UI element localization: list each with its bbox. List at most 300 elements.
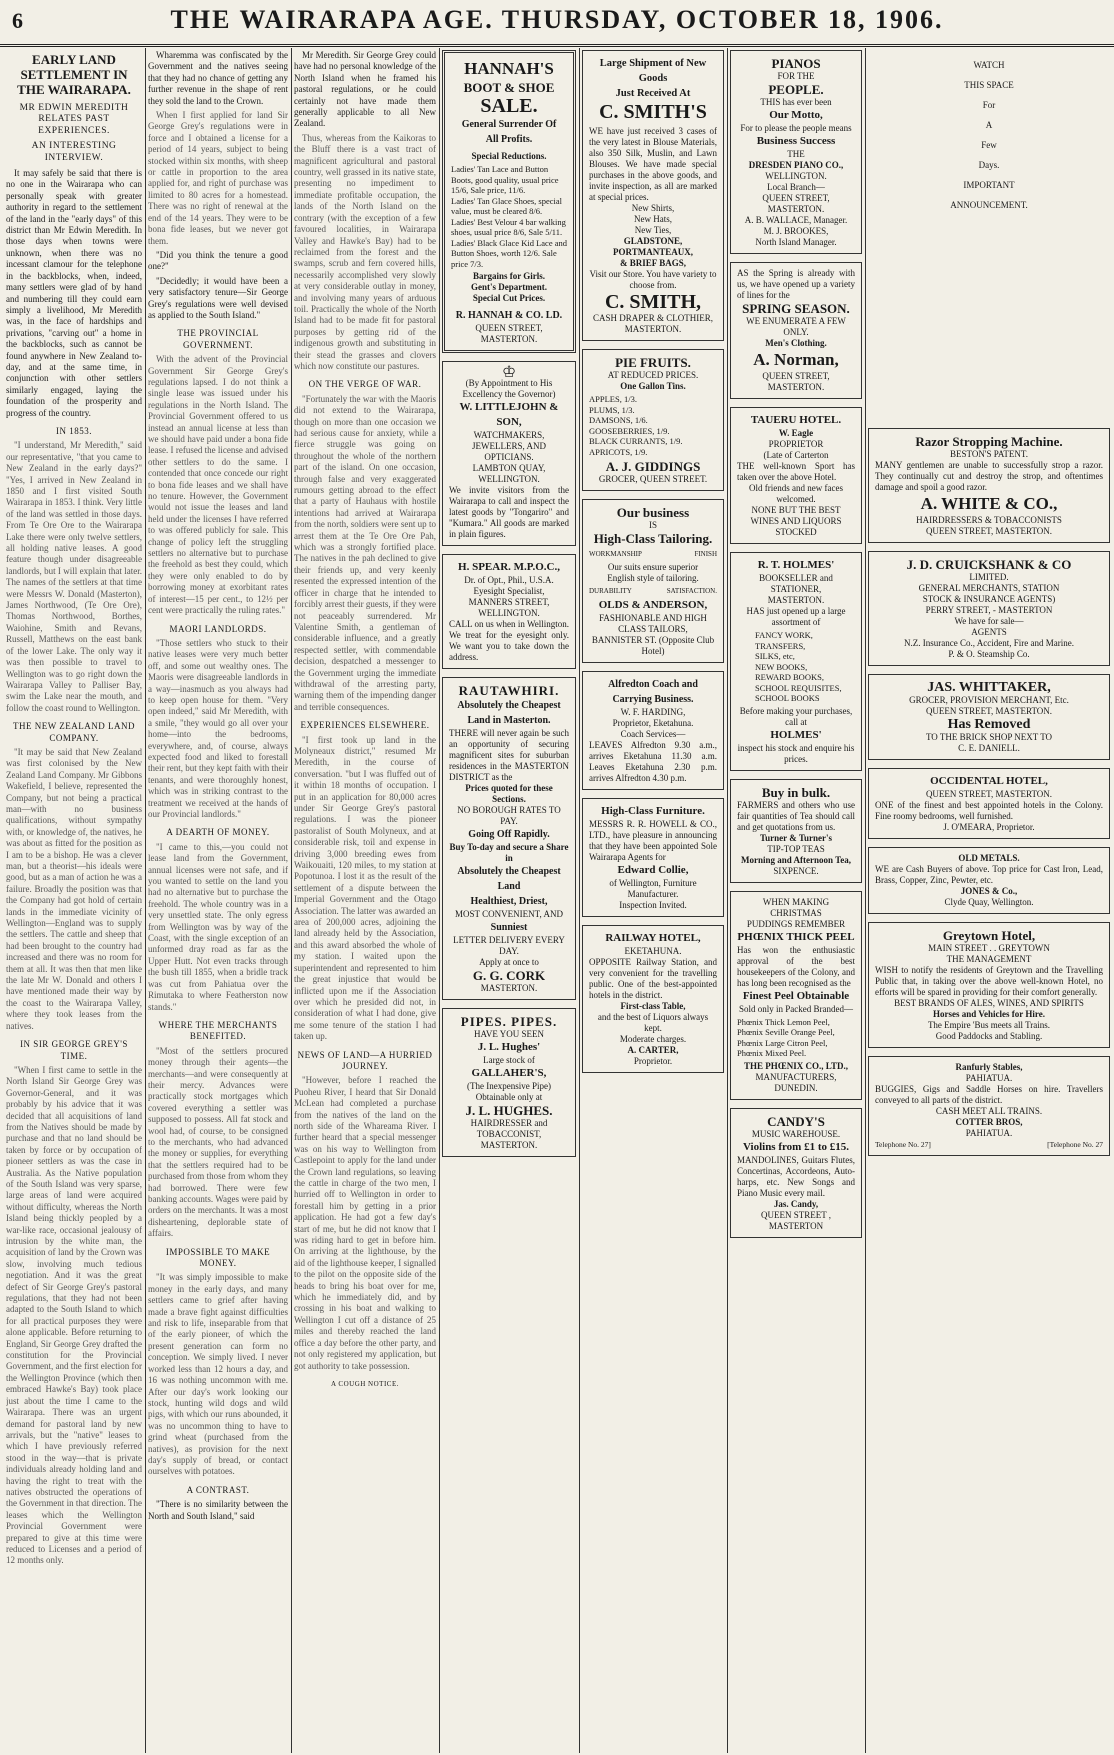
- ad-text: FOR THE: [777, 71, 815, 81]
- section-heading: THE PROVINCIAL GOVERNMENT.: [177, 328, 259, 350]
- column-rule: [439, 48, 440, 1753]
- hannah-items: [451, 164, 567, 269]
- pie-items: [589, 394, 717, 457]
- candy-ad: [730, 1108, 862, 1238]
- ad-subtitle: W. F. HARDING,: [620, 706, 686, 717]
- ad-title: J. L. HUGHES.: [465, 1103, 553, 1119]
- article-subhead: AN INTERESTING INTERVIEW.: [31, 141, 117, 163]
- ad-text: Obtainable only at: [475, 1092, 543, 1103]
- smith-ad: [582, 50, 724, 341]
- ad-subtitle: Finest Peel Obtainable: [742, 989, 850, 1002]
- ad-text: Telephone No. 27]: [875, 1140, 931, 1149]
- ad-title: TAUERU HOTEL.: [750, 414, 842, 426]
- ad-text: We invite visitors from the Wairarapa to call and inspect the latest goods by "Tongariro" and "Kumara." All goods are marked in plain figures.: [449, 485, 569, 540]
- ad-subtitle: BESTON'S PATENT.: [950, 449, 1028, 459]
- pianos-ad: [730, 50, 862, 254]
- ad-text: Good Paddocks and Stabling.: [935, 1031, 1043, 1041]
- ad-title: JAS. WHITTAKER,: [927, 680, 1051, 695]
- ad-text: C. E. DANIELL.: [958, 743, 1020, 753]
- ad-text: Moderate charges.: [619, 1033, 687, 1044]
- ad-text: Buy To-day and secure a Share in: [449, 842, 569, 864]
- article-paragraph: "Fortunately the war with the Maoris did not extend to the Wairarapa, though on more than one occasion we had serious cause for anxiety, while a fierce struggle was going on throughout the whole of the northern part of the island. On one occasion, through false and very exaggerated rumours getting abroad to the effect that a party of Hauhaus with hostile intentions had arrived at Wairarapa from the north, soldiers were sent up to arrest them at the Te Ore Ore Pah, which was a strongly fortified place. The natives in the pah declined to give their friends up, and very keenly resented the expressed intention of the officer in charge that he intended to forcibly arrest their guests, if they were not peaceably surrendered. Mr Valentine Smith, a gentleman of considerable influence, and a greatly respected settler, with commendable decision, despatched a messenger to the Government urging the immediate withdrawal of the arresting party, warning them of the impending danger and terrible consequences.: [294, 393, 436, 712]
- article-paragraph: "Most of the settlers procured money through their agents—the merchants—and were consequently at their mercy. Advances were practically stock mortgages which covered everything a settler was supposed to possess. All fat stock and wool had, of course, to be consigned to the merchants, who had advanced the money or supplies, for everything that the settlers required had to be purchased from those from whom they had borrowed. There were few banking accounts. Wages were paid by orders on the merchants. It was a most disheartening, deplorable state of affairs.: [148, 1045, 288, 1239]
- ad-text: DURABILITY: [589, 587, 632, 596]
- article-paragraph: It may safely be said that there is no one in the Wairarapa who can personally speak with greater authority in regard to the settlement of the land in the "early days" of this district than Mr Edwin Meredith. In those days when towns were unknown, when there was no incessant clamour for the telephone in the backblocks, when, indeed, many settlers were glad of by hand and numbering till they could earn simply a livelihood, Mr Meredith was, in the face of hardships and privations, "carving out" a home in the backblocks, such as cannot be found anywhere in New Zealand to-day, and at the same time, in conjunction with other settlers similarly engaged, laying the foundation of the prosperity and progress of the country.: [6, 168, 142, 418]
- ad-subtitle: Dr. of Opt., Phil., U.S.A.: [464, 575, 554, 586]
- holmes-ad: [730, 552, 862, 771]
- ad-subtitle: THE MANAGEMENT: [946, 954, 1032, 964]
- ad-address: BANNISTER ST. (Opposite Club Hotel): [591, 634, 715, 656]
- ad-address: MAIN STREET . . GREYTOWN: [928, 943, 1050, 953]
- ad-text: THE: [787, 149, 805, 159]
- ad-address: MANNERS STREET, WELLINGTON.: [468, 597, 550, 619]
- ad-address: QUEEN STREET, MASTERTON.: [925, 789, 1053, 799]
- hannah-ad: [442, 50, 576, 353]
- holmes-items: [737, 630, 855, 704]
- ad-text: and the best of Liquors always kept.: [597, 1011, 709, 1033]
- article-paragraph: "I understand, Mr Meredith," said our representative, "that you came to New Zealand in the early days?" "Yes, I arrived in New Zealand in 1850 and I first visited South Wairarapa in 1853. I think. Very little of the land was settled in those days. From Te Ore Ore to the Wairarapa Lake there were only twelve settlers, all holding native leases. A good feature though under disagreeable landlords, but I will explain that later. The names of the settlers at that time were Messrs W. Donald (Masterton), James Northwood, (Te Ore Ore), Thomas Northwood, Borthes, Waiohine, Smith and Revans, Russell, Matthews on the east bank of the lower Lake. The only way it was then possible to travel to Wellington was to go right down the Wairarapa Valley to Palliser Bay, swim the Lake near the mouth, and follow the coast round to Wellington.: [6, 440, 142, 713]
- ad-title: BOOT & SHOE: [463, 80, 555, 95]
- furniture-ad: [582, 798, 724, 917]
- pipes-ad: [442, 1008, 576, 1157]
- ad-title: RAILWAY HOTEL,: [605, 931, 701, 944]
- ad-text: P. & O. Steamship Co.: [948, 649, 1030, 659]
- ad-title: PIANOS: [771, 56, 821, 71]
- list-item: PORTMANTEAUX,: [613, 247, 693, 257]
- column-rule: [865, 48, 866, 1753]
- article-paragraph: "I first took up land in the Molyneaux district," resumed Mr Meredith, in the course of conversation. "but I was fluffed out of it within 18 months of occupation. I put in an application for 80,000 acres under Sir George Grey's pastoral regulations. I was the pioneer pastoralist of South Molyneux, and at considerable risk, toil and expense in driving 3,000 breeding ewes from Waikouaiti, 120 miles, to my station at Popotunoa. I lost it as the result of the settlement of a dispute between the Imperial Government and the Otago Association. The latter was awarded an area of 200,000 acres, adjoining the land already held by the Association, and this award absorbed the whole of my station. I waited upon the superintendent and represented to him the great injustice that would be inflicted upon me if the Association over which he presided did not, in consideration of what I had done, give me some tenure of the station I had taken up.: [294, 734, 436, 1042]
- ad-address: QUEEN STREET, MASTERTON.: [925, 526, 1053, 536]
- ad-subtitle: Our Motto,: [769, 109, 823, 121]
- ad-text: Our suits ensure superior English style of tailoring.: [607, 562, 699, 584]
- ad-subtitle: EKETAHUNA.: [624, 945, 682, 956]
- list-item: GLADSTONE,: [623, 236, 683, 246]
- ad-section: Special Reductions.: [471, 151, 547, 161]
- article-subhead: MR EDWIN MEREDITH RELATES PAST EXPERIENCES.: [19, 103, 129, 136]
- ad-title: Alfredton Coach and Carrying Business.: [608, 678, 698, 705]
- ad-text: WE have just received 3 cases of the very latest in Blouse Materials, also 350 Silk, Muslin, and Lawn Blouses. We have made special purchases in the above goods, and invite inspection, as all are marked at special prices.: [589, 126, 717, 202]
- ad-subtitle: Horses and Vehicles for Hire.: [933, 1009, 1045, 1019]
- newspaper-title: THE WAIRARAPA AGE. THURSDAY, OCTOBER 18, 1906.: [170, 5, 944, 34]
- ad-text: TIP-TOP TEAS: [767, 843, 825, 854]
- ad-text: THIS has ever been: [760, 97, 832, 107]
- ad-title: THE PHŒNIX CO., LTD.,: [744, 1060, 848, 1071]
- list-item: APRICOTS, 1/9.: [589, 446, 648, 457]
- ad-text: WORKMANSHIP: [589, 550, 642, 558]
- list-item: SILKS, etc,: [755, 651, 795, 661]
- ad-address: QUEEN STREET, MASTERTON.: [475, 323, 543, 344]
- column-rule: [727, 48, 728, 1753]
- littlejohn-ad: [442, 361, 576, 546]
- ad-text: Few: [981, 140, 997, 150]
- ad-title: J. D. CRUICKSHANK & CO: [906, 557, 1072, 572]
- column-rule: [145, 48, 146, 1753]
- ad-subtitle: Turner & Turner's: [759, 832, 833, 843]
- ad-title: OLDS & ANDERSON,: [598, 598, 708, 611]
- ad-subtitle: Violins from £1 to £15.: [742, 1140, 850, 1153]
- ad-text: [Telephone No. 27: [1047, 1140, 1103, 1149]
- ad-title: PEOPLE.: [768, 82, 824, 97]
- ad-title: Jas. Candy,: [773, 1198, 819, 1209]
- ad-text: LEAVES Alfredton 9.30 a.m., arrives Eketahuna 11.30 a.m. Leaves Eketahuna 2.30 p.m. arrives Alfredton 4.30 p.m.: [589, 739, 717, 783]
- ad-subtitle: General Surrender Of: [461, 119, 557, 130]
- list-item: Ladies' Tan Lace and Button Boots, good quality, usual price 15/6, Sale price, 11/6.: [451, 164, 559, 195]
- ad-subtitle: Just Received At: [615, 88, 691, 99]
- ad-text: We have for sale—: [954, 616, 1024, 626]
- ad-text: M. J. BROOKES,: [763, 226, 829, 236]
- list-item: Phœnix Large Citron Peel,: [737, 1037, 828, 1048]
- blank-space: [868, 228, 1110, 428]
- ad-text: LETTER DELIVERY EVERY DAY.: [453, 935, 565, 957]
- ad-subtitle: Sunniest: [490, 922, 528, 934]
- article-paragraph: With the advent of the Provincial Government Sir George Grey's regulations lapsed. I do not think a single lease was issued under his regulations in the North Island. The Provincial Government offered to us instead an annual license at less than we should have paid under a bona fide lease. I refused the license and advised other settlers to do the same. I contended that once concede our right to bona fide leases and we shall have no tenure. However, the Government would not issue the leases and land held under the licenses I have referred to was offered publicly for sale. This change of policy left the struggling settlers no alternative but to purchase the freehold as best they could, which they were only enabled to do by borrowing money at exorbitant rates of interest—15 per cent., to 12½ per cent were practically the ruling rates.": [148, 354, 288, 616]
- article-paragraph: "Decidedly; it would have been a very satisfactory tenure—Sir George Grey's regulations were well devised as applied to the South Island.": [148, 275, 288, 320]
- spear-ad: [442, 554, 576, 669]
- ads-column-6: [730, 50, 862, 1750]
- tea-ad: [730, 779, 862, 883]
- ad-title: Has Removed: [947, 717, 1031, 732]
- list-item: GOOSEBERRIES, 1/9.: [589, 425, 670, 436]
- spring-season-ad: [730, 262, 862, 399]
- ad-address: Clyde Quay, Wellington.: [944, 897, 1034, 907]
- railway-hotel-ad: [582, 925, 724, 1073]
- list-item: DAMSONS, 1/6.: [589, 415, 648, 425]
- ad-address: LAMBTON QUAY, WELLINGTON.: [472, 463, 546, 485]
- ad-title: Our business: [616, 505, 690, 520]
- ad-title: W. LITTLEJOHN & SON,: [459, 401, 559, 429]
- ad-text: BEST BRANDS OF ALES, WINES, AND SPIRITS: [894, 998, 1084, 1008]
- ad-text: N.Z. Insurance Co., Accident, Fire and Marine.: [904, 638, 1074, 648]
- masthead: [0, 0, 1114, 47]
- ad-title: SALE.: [480, 95, 538, 117]
- section-heading: IMPOSSIBLE TO MAKE MONEY.: [165, 1246, 271, 1269]
- ad-title: H. SPEAR. M.P.O.C.,: [458, 561, 560, 574]
- ad-title: CANDY'S: [767, 1113, 825, 1129]
- ad-text: J. O'MEARA, Proprietor.: [943, 822, 1035, 832]
- ad-address: MASTERTON.: [624, 324, 682, 334]
- ad-address: MASTERTON.: [480, 1140, 538, 1151]
- ad-title: G. G. CORK: [472, 968, 546, 984]
- ad-section: Special Cut Prices.: [472, 293, 546, 303]
- ad-text: Old friends and new faces welcomed.: [749, 483, 843, 504]
- ad-subtitle: Men's Clothing.: [765, 338, 827, 348]
- royal-crest-icon: ♔: [501, 364, 517, 381]
- ad-title: Buy in bulk.: [761, 784, 831, 800]
- list-item: Ladies' Best Velour 4 bar walking shoes, usual price 8/6, Sale 5/11.: [451, 216, 566, 237]
- ad-subtitle: HAIRDRESSER and TOBACCONIST,: [470, 1118, 548, 1140]
- list-item: Ladies' Tan Glace Shoes, special value, must be cleared 8/6.: [451, 195, 563, 216]
- olds-grid: [589, 549, 717, 560]
- ad-title: A. WHITE & CO.,: [920, 494, 1058, 513]
- ad-title: R. T. HOLMES': [757, 559, 835, 571]
- article-paragraph: "Those settlers who stuck to their native leases were very much better off, and some out wealthy ones. The Maoris were disagreeable landlords in a way—inasmuch as you always had to keep open house for them. "Very open indeed," said Mr Meredith, with a smile, "they would go all over your home—into the bedrooms, everywhere, and, of course, always expected food and liked to forestall their rent, but they kept faith with their tenants, and were thoroughly honest, which was in striking contrast to the treatment we received at the hands of our Provincial landlords.": [148, 637, 288, 819]
- ads-column-4: [442, 50, 576, 1750]
- ad-text: (The Inexpensive Pipe): [467, 1081, 551, 1092]
- ad-subtitle: Healthiest, Driest,: [470, 896, 548, 908]
- ad-subtitle: Absolutely the Cheapest Land in Masterton.: [457, 700, 561, 727]
- ad-text: WE are Cash Buyers of above. Top price for Cast Iron, Lead, Brass, Copper, Zinc, Pewter, etc.: [875, 864, 1103, 885]
- section-heading: MAORI LANDLORDS.: [169, 623, 267, 634]
- ad-subtitle: BOOKSELLER and STATIONER,: [759, 573, 833, 594]
- ad-text: MANDOLINES, Guitars Flutes, Concertinas, Accordeons, Auto-harps, etc. New Songs and Piano Music every mail.: [737, 1154, 855, 1198]
- olds-anderson-ad: [582, 499, 724, 663]
- ad-text: TO THE BRICK SHOP NEXT TO: [925, 732, 1053, 742]
- ad-text: MANY gentlemen are unable to successfully strop a razor. They continually cut and destroy the strop, and oftentimes damage and spoil a good razor.: [875, 460, 1103, 492]
- list-item: & BRIEF BAGS,: [620, 258, 686, 268]
- column-rule: [291, 48, 292, 1753]
- ad-address: MASTERTON.: [480, 983, 538, 994]
- ad-text: OPPOSITE Railway Station, and very convenient for the travelling public. One of the best-appointed hotels in the district.: [589, 956, 717, 1000]
- ad-title: PIPES. PIPES.: [460, 1014, 558, 1030]
- tauheru-hotel-ad: [730, 407, 862, 544]
- ad-text: of Wellington, Furniture Manufacturer.: [609, 877, 697, 899]
- article-paragraph: "I came to this,—you could not lease land from the Government, annual licenses were not safe, and if you wanted to settle on the land you had no alternative but to purchase the freehold. The whole country was in a very unsettled state. The only egress from Wellington was by way of the Coast, with the single exception of an unformed dray road as far as the Upper Hutt. Not even tracks through the bush till 1855, when a bridle track was cut from Pahiatua over the Rimutaka to where Featherston now stands.": [148, 841, 288, 1012]
- ad-subtitle: WATCHMAKERS, JEWELLERS, AND OPTICIANS.: [472, 430, 546, 463]
- ad-address: QUEEN STREET, MASTERTON.: [925, 706, 1053, 716]
- ad-text: NONE BUT THE BEST WINES AND LIQUORS STOCKED: [750, 505, 842, 537]
- rautawhiri-ad: [442, 677, 576, 1000]
- article-column-3: [294, 50, 436, 1750]
- ad-title: A. Norman,: [753, 350, 839, 369]
- ad-text: MOST CONVENIENT, AND: [455, 909, 563, 920]
- olds-grid: [589, 586, 717, 597]
- ad-title: SPRING SEASON.: [742, 301, 850, 316]
- telephone-row: [875, 1139, 1103, 1150]
- article-paragraph: "When I first came to settle in the North Island Sir George Grey was Governor-General, and it was probably by his advice that it was decided that all acquisitions of land from the Natives should be made by purchase and that no land should be taken by force or by occupation of pioneer settlers as was the case in Australia. As the Native population of the South Island was very sparse, large areas of land were acquired without difficulty, whereas the North Island being thickly peopled by a war-like race, occasional jealousy of intrusion by the white man, the acquisition of land by the Crown was slow, involving much tedious negotiation. And it was the great defect of Sir George Grey's pastoral regulations, that they had not been adapted to the South Island to which for all practical purposes they were alone applicable. Before returning to England, Sir George Grey drafted the constitution for the Provincial Government, and the first election for the Wellington Province (which then embraced Hawke's Bay) took place just about the time I came to the Wairarapa. There was an urgent demand for pastoral land by new arrivals, but the "native" leases to which I have previously referred stood in the way—that is private individuals already holding land and having the right to treat with the natives obstructed the operations of the Government in that direction. The leases which the Wellington Provincial Government were prepared to give at this time were reduced to Licenses and a period of 12 months only.: [6, 1064, 142, 1566]
- ad-subtitle: Absolutely the Cheapest Land: [457, 866, 561, 893]
- ad-title: C. SMITH,: [604, 291, 702, 313]
- ad-text: WHEN MAKING CHRISTMAS: [762, 896, 830, 918]
- ad-title: A. J. GIDDINGS: [605, 459, 701, 474]
- ad-text: PROPRIETOR: [768, 439, 824, 449]
- ads-column-7: [868, 50, 1110, 1750]
- list-item: Phœnix Thick Lemon Peel,: [737, 1016, 830, 1027]
- ad-subtitle: STOCK & INSURANCE AGENTS): [922, 594, 1056, 604]
- ad-subtitle: Large Shipment of New Goods: [599, 58, 707, 84]
- ad-address: PERRY STREET, - MASTERTON: [925, 605, 1053, 615]
- ad-text: Coach Services—: [620, 728, 686, 739]
- ad-subtitle: MUSIC WAREHOUSE.: [751, 1128, 841, 1139]
- ad-title: Ranfurly Stables,: [955, 1062, 1023, 1072]
- ad-title: OCCIDENTAL HOTEL,: [930, 775, 1048, 787]
- ad-text: Visit our Store. You have variety to choose from.: [589, 269, 717, 290]
- section-heading: IN 1853.: [56, 425, 92, 436]
- list-item: Ladies' Black Glace Kid Lace and Button Shoes, worth 12/6. Sale price 7/3.: [451, 237, 567, 269]
- article-paragraph: Thus, whereas from the Kaikoras to the Bluff there is a vast tract of magnificent agricultural and pastoral country, well grassed in its native state, presenting no impediment to immediate profitable occupation, the lands of the North Island on the contrary (with the exception of a few favoured localities, in Wairarapa Valley and Hawke's Bay) had to be reclaimed from the forest and the swamps, scrub and fern covered hills, necessarily accomplished very slowly at very considerable outlay in money, and involving many years of arduous toil. Practically the whole of the North Island had to be made fit for pastoral purposes by getting rid of the indigenous growth and substituting in their stead the grasses and clovers which now constitute our pastures.: [294, 132, 436, 371]
- list-item: TRANSFERS,: [755, 640, 806, 651]
- ad-text: HAS just opened up a large assortment of: [746, 606, 846, 627]
- ad-text: IMPORTANT: [963, 180, 1015, 190]
- occidental-hotel-ad: [868, 768, 1110, 839]
- article-paragraph: "It may be said that New Zealand was first colonised by the New Zealand Land Company. Mr Gibbons Wakefield, I believe, represented the Company, but not being a practical man—with no business qualifications, without sympathy with, or knowledge of, the natives, he was about as fitted for the position as I am to be a bishop. He was a clever man, but a theorist—his ideals were good, but as a man of action he was a failure. Broadly the position was that the Company had got hold of certain lands in the immediate vicinity of Wellington—England was to supply the settlers. The cattle and sheep that had been brought to the country had increased and there was no room for them at all. It was then that men like the late Mr W. Donald and others I have mentioned made their way by the coast to the Wairarapa Valley, where they took leases from the natives.: [6, 746, 142, 1031]
- ad-text: Prices quoted for these Sections.: [465, 783, 553, 805]
- ad-title: C. SMITH'S: [599, 101, 707, 123]
- ad-text: ONE of the finest and best appointed hotels in the Colony. Fine roomy bedrooms, well furnished.: [875, 800, 1103, 821]
- ad-subtitle: CASH DRAPER & CLOTHIER,: [592, 313, 713, 323]
- ad-subtitle: AT REDUCED PRICES.: [607, 370, 699, 380]
- ad-text: North Island Manager.: [755, 237, 837, 247]
- list-item: New Shirts,: [631, 203, 675, 213]
- page-number: 6: [12, 8, 23, 33]
- ad-text: LIMITED.: [969, 572, 1009, 582]
- ad-text: For: [982, 100, 996, 110]
- list-item: Phœnix Seville Orange Peel,: [737, 1027, 835, 1037]
- ad-text: THIS SPACE: [964, 80, 1014, 90]
- section-heading: ON THE VERGE OF WAR.: [308, 379, 422, 390]
- ad-subtitle: Morning and Afternoon Tea,: [740, 854, 852, 865]
- ad-text: CASH MEET ALL TRAINS.: [935, 1106, 1043, 1116]
- ad-text: FARMERS and others who use fair quantities of Tea should call and get quotations from us.: [737, 799, 855, 832]
- ad-subtitle: Proprietor, Eketahuna.: [612, 717, 694, 728]
- ad-text: Has won the enthusiastic approval of the best housekeepers of the Colony, and has long been recognised as the: [737, 944, 855, 988]
- article-paragraph: Wharemma was confiscated by the Government and the natives seeing that they had no chance of getting any further revenue in the shape of rent they sold the land to the Crown.: [148, 50, 288, 106]
- ad-subtitle: MASTERTON.: [767, 595, 825, 605]
- ad-title: RAUTAWHIRI.: [458, 683, 560, 699]
- old-metals-ad: [868, 847, 1110, 914]
- ad-subtitle: WE ENUMERATE A FEW ONLY.: [746, 316, 846, 337]
- ad-title: Razor Stropping Machine.: [915, 434, 1063, 449]
- ad-title: Greytown Hotel,: [942, 928, 1036, 943]
- ad-subtitle: GROCER, PROVISION MERCHANT, Etc.: [909, 695, 1069, 705]
- ad-address: MANUFACTURERS, DUNEDIN.: [755, 1071, 837, 1093]
- ad-subtitle: Business Success: [756, 135, 836, 147]
- ad-title: PHŒNIX THICK PEEL: [737, 930, 855, 943]
- watch-space-ad: [868, 50, 1110, 220]
- ad-text: Proprietor.: [633, 1055, 673, 1066]
- ad-text: (Late of Carterton: [763, 450, 829, 460]
- phoenix-items: [737, 1017, 855, 1059]
- ad-title: HANNAH'S: [464, 59, 554, 78]
- ad-text: BUGGIES, Gigs and Saddle Horses on hire. Travellers conveyed to all parts of the district.: [875, 1084, 1103, 1105]
- razor-ad: [868, 428, 1110, 543]
- ad-text: Local Branch—: [767, 182, 825, 192]
- article-column-1: [6, 50, 142, 1750]
- list-item: New Hats,: [634, 214, 672, 224]
- ad-text: For to please the people means: [740, 123, 852, 133]
- ad-title: COTTER BROS,: [955, 1117, 1023, 1127]
- section-heading: NEWS OF LAND—A HURRIED JOURNEY.: [297, 1049, 433, 1071]
- ad-subtitle: One Gallon Tins.: [620, 381, 686, 391]
- ad-title: A. CARTER,: [627, 1044, 679, 1055]
- list-item: NEW BOOKS,: [755, 661, 808, 672]
- list-item: REWARD BOOKS,: [755, 672, 824, 682]
- list-item: PLUMS, 1/3.: [589, 404, 635, 415]
- ad-subtitle: HAIRDRESSERS & TOBACCONISTS: [916, 515, 1062, 525]
- section-heading: A DEARTH OF MONEY.: [166, 827, 270, 838]
- ad-text: Large stock of: [483, 1055, 535, 1066]
- ad-text: SATISFACTION.: [666, 587, 717, 596]
- ad-text: Apply at once to: [479, 957, 539, 968]
- ad-section: Gent's Department.: [471, 282, 547, 292]
- ad-text: IS: [648, 520, 657, 530]
- ad-subtitle: GALLAHER'S,: [471, 1067, 547, 1080]
- ad-subtitle: All Profits.: [485, 134, 533, 145]
- ad-text: HAVE YOU SEEN: [473, 1029, 544, 1040]
- article-headline: EARLY LAND SETTLEMENT IN THE WAIRARAPA.: [17, 52, 131, 97]
- ad-title: Edward Collie,: [617, 863, 689, 876]
- ad-text: Inspection Invited.: [619, 899, 687, 910]
- ad-title: DRESDEN PIANO CO.,: [748, 160, 844, 170]
- ad-text: CALL on us when in Wellington. We treat for the eyesight only. We want you to take down the address.: [449, 619, 569, 663]
- ad-subtitle: GENERAL MERCHANTS, STATION: [918, 583, 1060, 593]
- ad-title: PIE FRUITS.: [615, 355, 691, 370]
- ad-text: WISH to notify the residents of Greytown and the Travelling Public that, in taking over the above well-known Hotel, no efforts will be spared in providing for their comfort generally.: [875, 965, 1103, 997]
- ad-address: QUEEN STREET, MASTERTON.: [762, 193, 830, 214]
- greytown-hotel-ad: [868, 922, 1110, 1048]
- list-item: SCHOOL BOOKS: [755, 693, 820, 703]
- ad-subtitle: FASHIONABLE AND HIGH CLASS TAILORS,: [599, 612, 707, 634]
- list-item: New Ties,: [634, 225, 672, 235]
- ad-text: AS the Spring is already with us, we have opened up a variety of lines for the: [737, 268, 855, 300]
- ad-footer: R. HANNAH & CO. LD.: [455, 310, 563, 321]
- list-item: APPLES, 1/3.: [589, 394, 637, 404]
- column-rule: [579, 48, 580, 1753]
- ad-text: THE well-known Sport has taken over the above Hotel.: [737, 461, 855, 482]
- pie-fruits-ad: [582, 349, 724, 491]
- ranfurly-stables-ad: [868, 1056, 1110, 1156]
- list-item: Phœnix Mixed Peel.: [737, 1048, 807, 1058]
- ad-title: High-Class Furniture.: [601, 804, 705, 817]
- cruickshank-ad: [868, 551, 1110, 666]
- article-paragraph: Mr Meredith. Sir George Grey could have had no personal knowledge of the North Island when he framed his pastoral regulations, or he could certainly not have made them generally applicable to all New Zealand.: [294, 50, 436, 129]
- list-item: BLACK CURRANTS, 1/9.: [589, 436, 683, 446]
- ad-subtitle: WELLINGTON.: [765, 171, 827, 181]
- ad-address: GROCER, QUEEN STREET.: [598, 474, 708, 484]
- list-item: SCHOOL REQUISITES,: [755, 682, 842, 693]
- phoenix-peel-ad: [730, 891, 862, 1100]
- list-item: FANCY WORK,: [755, 630, 813, 640]
- ad-subtitle: Eyesight Specialist,: [473, 586, 545, 597]
- ad-subtitle: J. L. Hughes': [477, 1041, 541, 1054]
- ad-text: Sold only in Packed Branded—: [739, 1003, 853, 1014]
- ad-text: FINISH: [694, 550, 717, 558]
- ad-subtitle: PAHIATUA.: [965, 1073, 1013, 1083]
- ad-text: NO BOROUGH RATES TO PAY.: [457, 805, 561, 827]
- section-heading: WHERE THE MERCHANTS BENEFITED.: [158, 1019, 278, 1042]
- section-heading: IN SIR GEORGE GREY'S TIME.: [20, 1039, 128, 1061]
- ad-subtitle: PAHIATUA.: [965, 1128, 1013, 1138]
- ad-text: First-class Table,: [620, 1000, 686, 1011]
- ad-text: MESSRS R. R. HOWELL & CO., LTD., have pleasure in announcing that they have been appointed Sole Wairarapa Agents for: [589, 818, 717, 862]
- ad-text: PUDDINGS REMEMBER: [746, 918, 846, 929]
- ad-text: Before making your purchases, call at: [739, 705, 853, 727]
- ad-text: THERE will never again be such an opportunity of securing magnificent sites for suburban residences in the MASTERTON DISTRICT as the: [449, 728, 569, 783]
- ad-title: High-Class Tailoring.: [593, 531, 713, 546]
- ad-address: QUEEN STREET, MASTERTON.: [762, 371, 830, 392]
- article-paragraph: When I first applied for land Sir George Grey's regulations were in force and I obtained a license for a period of 14 years, subject to being stocked within six months, with sheep or cattle in proportion to the area applied for, and right of purchase was limited to 80 acres for a homestead. There was no right of renewal at the end of the 14 years. They were to be bona fide leases, but we never got them.: [148, 110, 288, 246]
- ad-subtitle: (By Appointment to His Excellency the Governor): [462, 378, 556, 400]
- ad-title: OLD METALS.: [958, 853, 1020, 863]
- whittaker-ad: [868, 674, 1110, 760]
- ad-text: ANNOUNCEMENT.: [950, 200, 1028, 210]
- ad-subtitle: Going Off Rapidly.: [468, 829, 550, 841]
- article-paragraph: "It was simply impossible to make money in the early days, and many settlers came to grief after having made a brave fight against difficulties and risk to life, inseparable from that of the early pioneer, of which the present generation can form no conception. We simply lived. I never worked less than 12 hours a day, and 16 was nothing uncommon with me. After our day's work looking our stock, hunting wild dogs and wild pigs, with which our runs abounded, it was no uncommon thing to have to grind wheat (purchased from the natives), as provision for the next day's supply of bread, or contact ourselves with potatoes.: [148, 1272, 288, 1477]
- ad-text: inspect his stock and enquire his prices.: [737, 742, 855, 764]
- ads-column-5: [582, 50, 724, 1750]
- ad-text: A. B. WALLACE, Manager.: [744, 215, 848, 225]
- article-paragraph: "Did you think the tenure a good one?": [148, 249, 288, 272]
- ad-text: The Empire 'Bus meets all Trains.: [927, 1020, 1051, 1030]
- ad-section: Bargains for Girls.: [472, 271, 546, 281]
- article-column-2: [148, 50, 288, 1750]
- ad-text: SIXPENCE.: [773, 865, 819, 876]
- section-heading: A CONTRAST.: [186, 1484, 250, 1495]
- ad-text: WATCH: [973, 60, 1005, 70]
- ad-title: HOLMES': [770, 728, 822, 741]
- ad-text: Days.: [978, 160, 1000, 170]
- section-heading: EXPERIENCES ELSEWHERE.: [300, 720, 430, 731]
- ad-address: QUEEN STREET , MASTERTON: [760, 1209, 832, 1231]
